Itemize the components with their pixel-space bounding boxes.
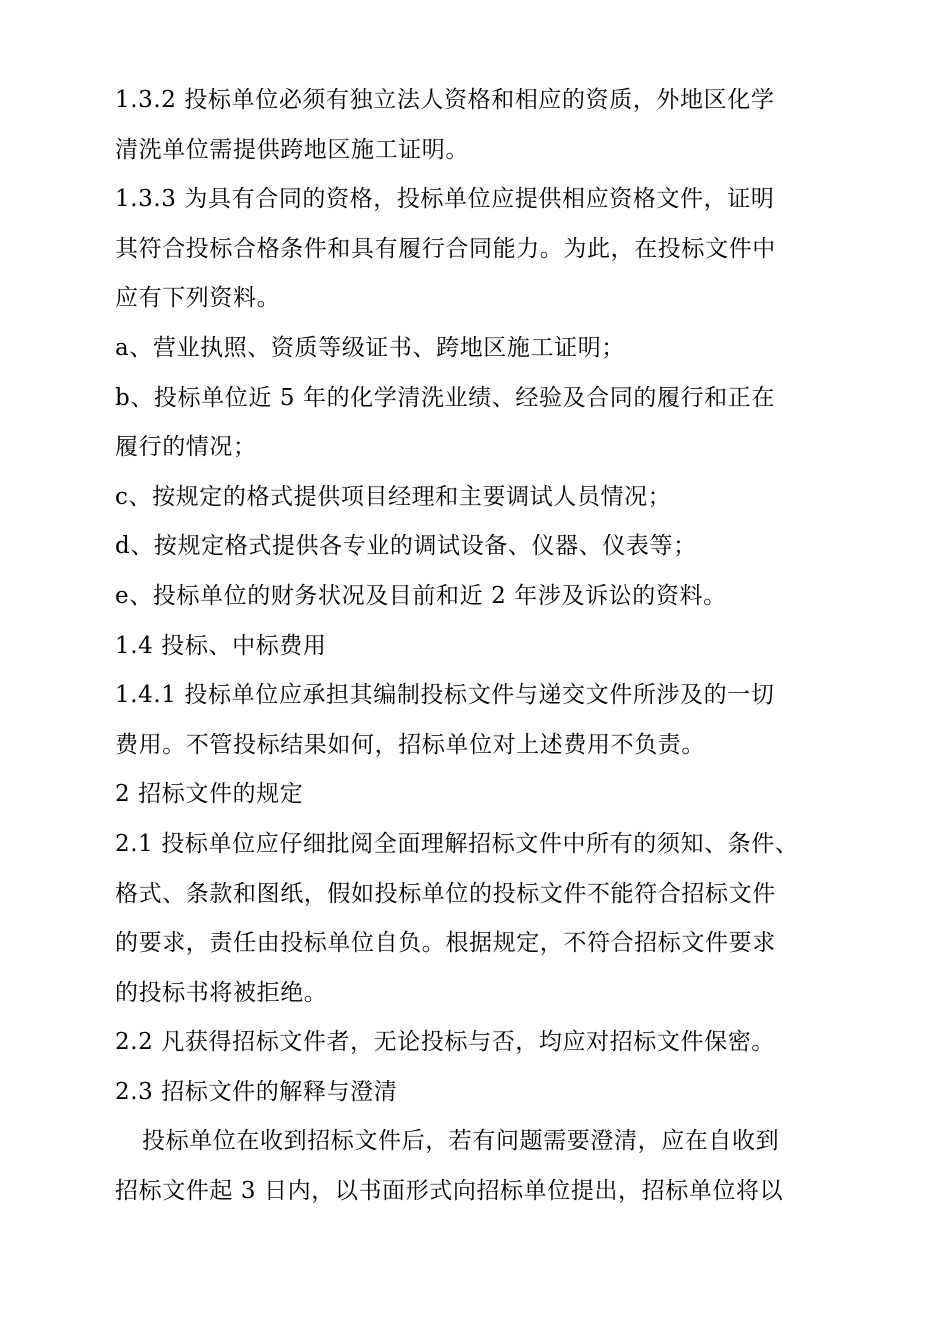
text-line-11: e、投标单位的财务状况及目前和近 2 年涉及诉讼的资料。 — [115, 582, 727, 609]
text-line-20: 2.2 凡获得招标文件者，无论投标与否，均应对招标文件保密。 — [115, 1029, 775, 1056]
section-heading-2-3: 2.3 招标文件的解释与澄清 — [115, 1078, 398, 1105]
text-line-8: 履行的情况； — [115, 434, 257, 461]
text-line-18: 的要求，责任由投标单位自负。根据规定，不符合招标文件要求 — [115, 930, 776, 957]
text-line-2: 清洗单位需提供跨地区施工证明。 — [115, 136, 469, 163]
text-line-23: 招标文件起 3 日内，以书面形式向招标单位提出，招标单位将以 — [115, 1178, 784, 1205]
document-body — [115, 76, 835, 1217]
text-line-7: b、投标单位近 5 年的化学清洗业绩、经验及合同的履行和正在 — [115, 384, 775, 411]
text-line-5: 应有下列资料。 — [115, 285, 281, 312]
text-line-22: 投标单位在收到招标文件后，若有问题需要澄清，应在自收到 — [142, 1128, 780, 1155]
text-line-19: 的投标书将被拒绝。 — [115, 979, 328, 1006]
text-line-13: 1.4.1 投标单位应承担其编制投标文件与递交文件所涉及的一切 — [115, 682, 775, 709]
text-line-14: 费用。不管投标结果如何，招标单位对上述费用不负责。 — [115, 731, 705, 758]
text-line-6: a、营业执照、资质等级证书、跨地区施工证明； — [115, 334, 625, 361]
text-line-3: 1.3.3 为具有合同的资格，投标单位应提供相应资格文件，证明 — [115, 186, 775, 213]
text-line-4: 其符合投标合格条件和具有履行合同能力。为此，在投标文件中 — [115, 235, 776, 262]
text-line-17: 格式、条款和图纸，假如投标单位的投标文件不能符合招标文件 — [115, 880, 776, 907]
text-line-1: 1.3.2 投标单位必须有独立法人资格和相应的资质，外地区化学 — [115, 87, 775, 113]
text-line-16: 2.1 投标单位应仔细批阅全面理解招标文件中所有的须知、条件、 — [115, 830, 799, 857]
text-line-9: c、按规定的格式提供项目经理和主要调试人员情况； — [115, 483, 672, 510]
text-line-10: d、按规定格式提供各专业的调试设备、仪器、仪表等； — [115, 533, 697, 560]
section-heading-1-4: 1.4 投标、中标费用 — [115, 632, 327, 659]
section-heading-2: 2 招标文件的规定 — [115, 781, 304, 808]
